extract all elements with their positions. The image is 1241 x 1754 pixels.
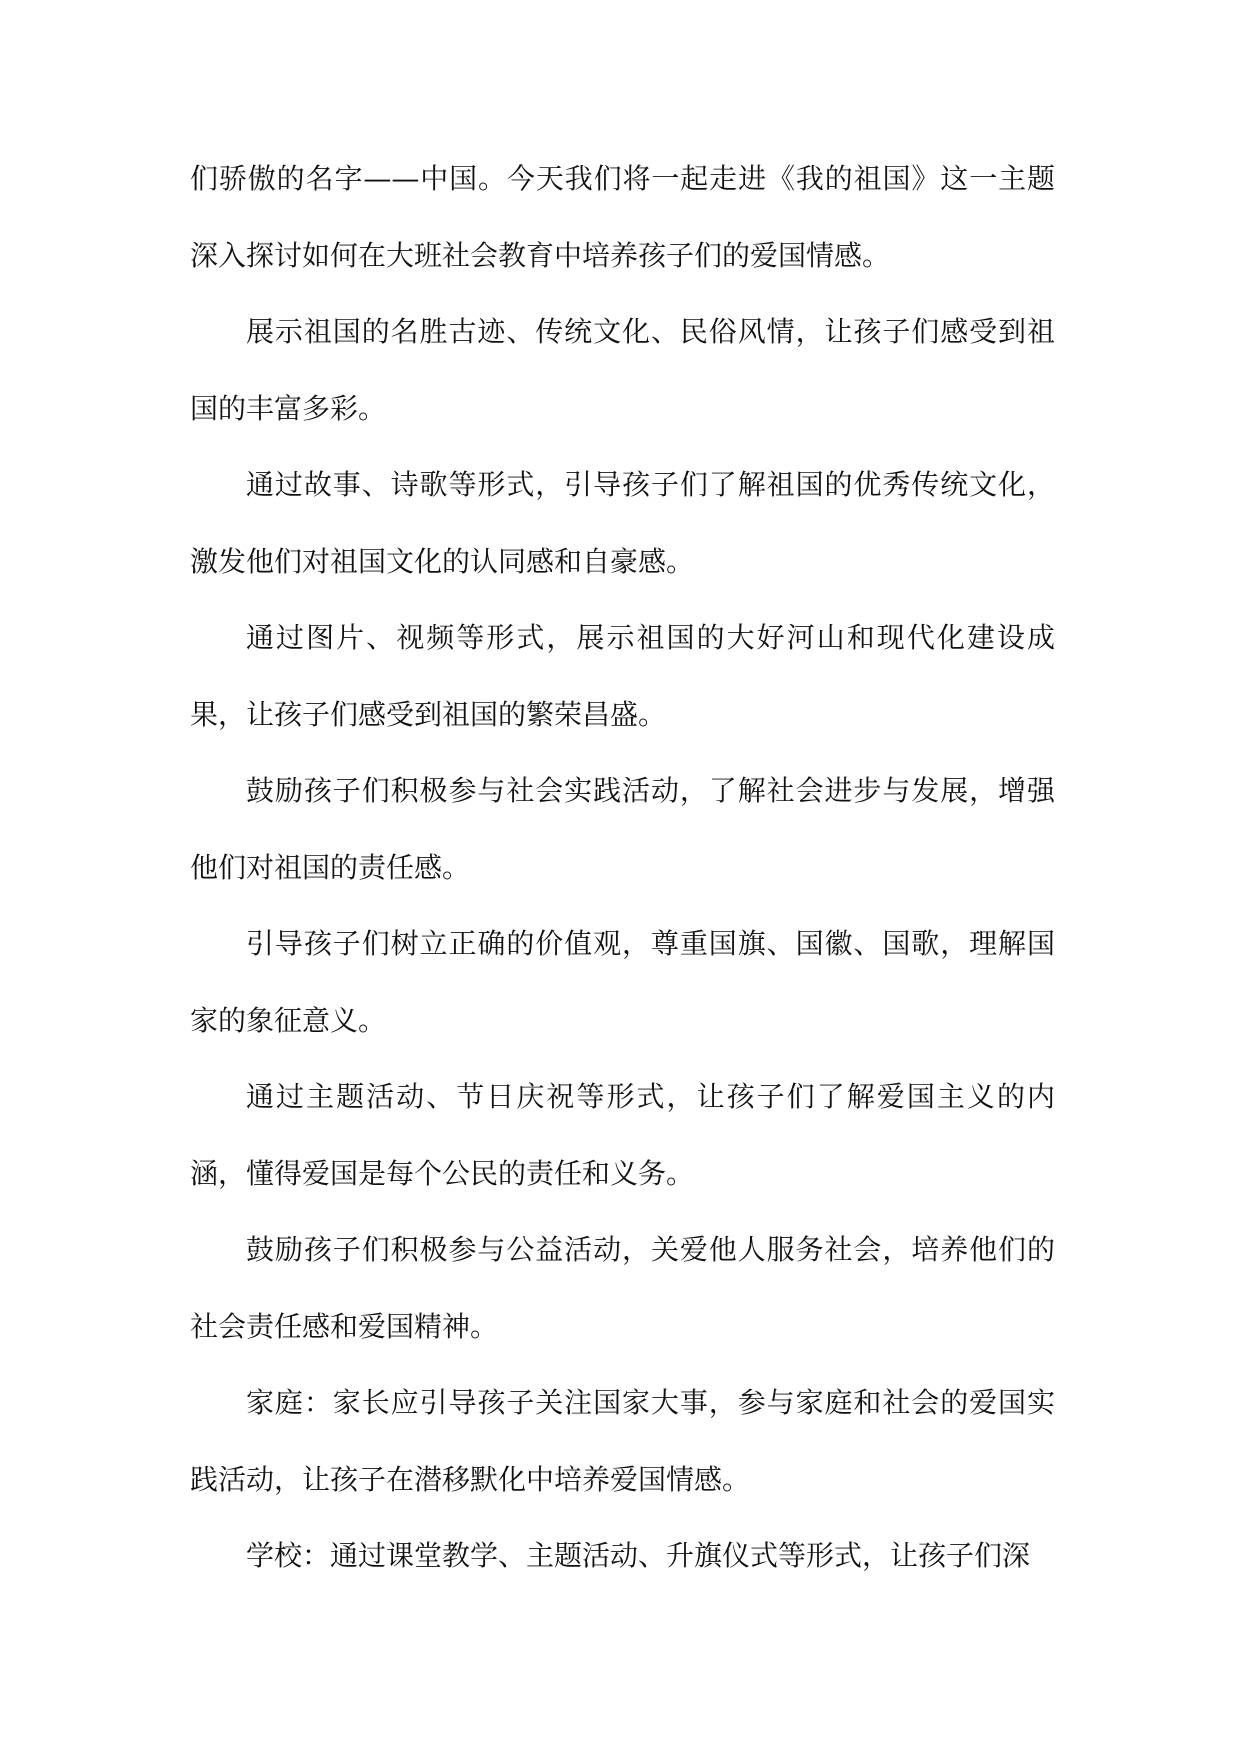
document-body [190, 141, 1055, 1595]
paragraph: 家庭：家长应引导孩子关注国家大事，参与家庭和社会的爱国实践活动，让孩子在潜移默化中培养爱国情感。 [190, 1386, 1055, 1496]
paragraph: 通过主题活动、节日庆祝等形式，让孩子们了解爱国主义的内涵，懂得爱国是每个公民的责任和义务。 [190, 1080, 1055, 1190]
paragraph: 引导孩子们树立正确的价值观，尊重国旗、国徽、国歌，理解国家的象征意义。 [190, 927, 1055, 1037]
paragraph: 通过图片、视频等形式，展示祖国的大好河山和现代化建设成果，让孩子们感受到祖国的繁荣昌盛。 [190, 621, 1055, 731]
paragraph-truncated: 学校：通过课堂教学、主题活动、升旗仪式等形式，让孩子们深 [246, 1539, 1031, 1572]
paragraph: 通过故事、诗歌等形式，引导孩子们了解祖国的优秀传统文化，激发他们对祖国文化的认同感和自豪感。 [190, 468, 1055, 578]
paragraph: 展示祖国的名胜古迹、传统文化、民俗风情，让孩子们感受到祖国的丰富多彩。 [190, 315, 1055, 425]
paragraph: 鼓励孩子们积极参与社会实践活动，了解社会进步与发展，增强他们对祖国的责任感。 [190, 774, 1055, 884]
paragraph-continued: 们骄傲的名字——中国。今天我们将一起走进《我的祖国》这一主题深入探讨如何在大班社会教育中培养孩子们的爱国情感。 [190, 162, 1055, 272]
paragraph: 鼓励孩子们积极参与公益活动，关爱他人服务社会，培养他们的社会责任感和爱国精神。 [190, 1233, 1055, 1343]
